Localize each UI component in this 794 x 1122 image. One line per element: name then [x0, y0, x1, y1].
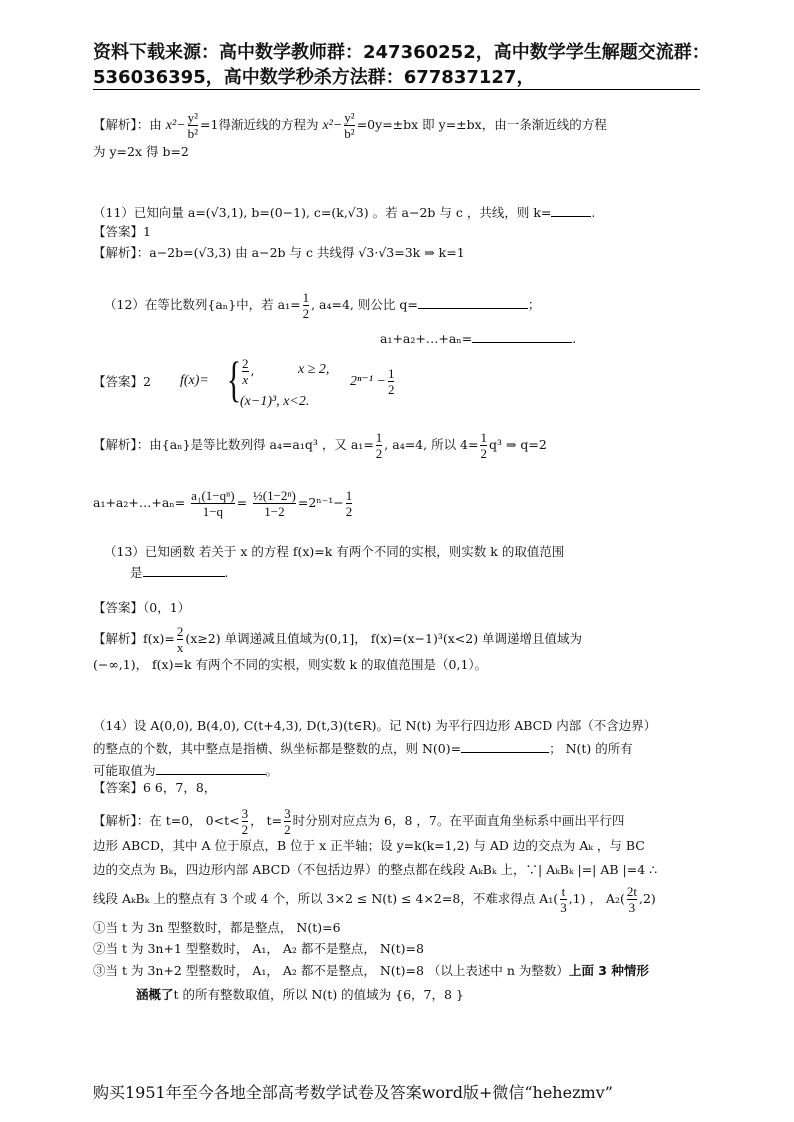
p12-case-1: $\frac{2}{x}$ , — [242, 356, 255, 387]
p12-case-1-cond: x ≥ 2, — [298, 362, 330, 377]
p13-solution-line-2: (−∞,1)， f(x)=k 有两个不同的实根，则实数 k 的取值范围是（0,1）。 — [93, 657, 488, 672]
p11-answer: 【答案】1 — [93, 224, 151, 239]
p13-answer: 【答案】（0，1） — [93, 600, 191, 615]
p14-question-line-3: 可能取值为 。 — [93, 763, 279, 778]
p12-question-line-2: a₁+a₂+…+aₙ= . — [380, 331, 577, 346]
p14-case-2: ②当 t 为 3n+1 型整数时， A₁， A₂ 都不是整点， N(t)=8 — [93, 941, 424, 956]
p10-solution-line-2: 为 y=2x 得 b=2 — [93, 144, 189, 159]
p14-solution-line-1: 【解析】：在 t=0， 0<t< $\frac{3}{2}$ ， t= $\frac{3}{2}$ 时分别对应点为 6，8 ，7。在平面直角坐标系中画出平行四 — [93, 806, 625, 837]
p12-answer-label: 【答案】2 — [93, 374, 151, 389]
p14-question-line-2: 的整点的个数，其中整点是指横、纵坐标都是整数的点，则 N(0)= ； N(t) 的所有 — [93, 741, 633, 756]
p12-piecewise-fx: f(x)= — [180, 373, 209, 388]
p14-case-1: ①当 t 为 3n 型整数时，都是整点， N(t)=6 — [93, 920, 341, 935]
p10-solution-line-1: 【解析】：由 x²− $\frac{\text{y²}}{\text{b²}}$ =1得渐近线的方程为 x²− $\frac{\text{y²}}{\text{b²}}$ =0y=±bx 即 y=±bx，由一条渐近线的方程 — [93, 110, 607, 141]
p11-solution: 【解析】：a−2b=(√3,3) 由 a−2b 与 c 共线得 √3·√3=3k ⇒ k=1 — [93, 245, 465, 260]
p12-solution-line-2: a₁+a₂+…+aₙ= $\frac{\text{a₁(1−qⁿ)}}{1-q}$ = $\frac{\text{½(1−2ⁿ)}}{1-2}$ =2ⁿ⁻¹− $\frac{1}{2}$ — [93, 488, 353, 519]
p13-question-line-1: （13）已知函数 若关于 x 的方程 f(x)=k 有两个不同的实根，则实数 k 的取值范围 — [104, 544, 565, 559]
p14-answer: 【答案】6 6，7，8， — [93, 780, 217, 795]
p13-solution-line-1: 【解析】f(x)= $\frac{2}{x}$ (x≥2) 单调递减且值域为(0,1]， f(x)=(x−1)³(x<2) 单调递增且值域为 — [93, 624, 583, 655]
header-line-1: 资料下载来源：高中数学教师群：247360252，高中数学学生解题交流群： — [93, 42, 710, 63]
p14-question-line-1: （14）设 A(0,0), B(4,0), C(t+4,3), D(t,3)(t∈R)。记 N(t) 为平行四边形 ABCD 内部（不含边界） — [93, 718, 657, 733]
p12-solution-line-1: 【解析】：由{aₙ}是等比数列得 a₄=a₁q³ ，又 a₁= $\frac{1}{2}$ , a₄=4, 所以 4= $\frac{1}{2}$ q³ ⇒ q=2 — [93, 430, 547, 461]
p14-conclusion: 涵概了t 的所有整数取值，所以 N(t) 的值域为 {6，7，8 } — [136, 987, 464, 1002]
p11-question: （11）已知向量 a=(√3,1), b=(0−1), c=(k,√3) 。若 a−2b 与 c ，共线，则 k= . — [93, 205, 596, 220]
p12-brace: { — [226, 351, 242, 407]
p12-case-2: (x−1)³, x<2. — [240, 394, 310, 409]
p13-question-line-2: 是 . — [130, 565, 229, 580]
p14-case-3: ③当 t 为 3n+2 型整数时， A₁， A₂ 都不是整点， N(t)=8 （以上表述中 n 为整数）上面 3 种情形 — [93, 963, 649, 978]
p12-answer-2: 2ⁿ⁻¹ − $\frac{1}{2}$ — [350, 366, 395, 397]
p12-question-line-1: （12）在等比数列{aₙ}中，若 a₁= $\frac{1}{2}$ , a₄=4, 则公比 q= ； — [104, 290, 541, 321]
footer-ad: 购买1951年至今各地全部高考数学试卷及答案word版+微信“hehezmv” — [93, 1083, 613, 1102]
p14-solution-line-4: 线段 AₖBₖ 上的整点有 3 个或 4 个，所以 3×2 ≤ N(t) ≤ 4×2=8，不难求得点 A₁( $\frac{t}{3}$ ,1) ， A₂( $\frac{2t}{3}$ ,2) — [93, 884, 656, 915]
p14-solution-line-3: 边的交点为 Bₖ，四边形内部 ABCD（不包括边界）的整点都在线段 AₖBₖ 上，∵| AₖBₖ |=| AB |=4 ∴ — [93, 862, 658, 877]
header-rule — [93, 89, 700, 90]
header-line-2: 536036395，高中数学秒杀方法群：677837127， — [93, 67, 535, 88]
p14-solution-line-2: 边形 ABCD，其中 A 位于原点，B 位于 x 正半轴；设 y=k(k=1,2) 与 AD 边的交点为 Aₖ ，与 BC — [93, 838, 645, 853]
